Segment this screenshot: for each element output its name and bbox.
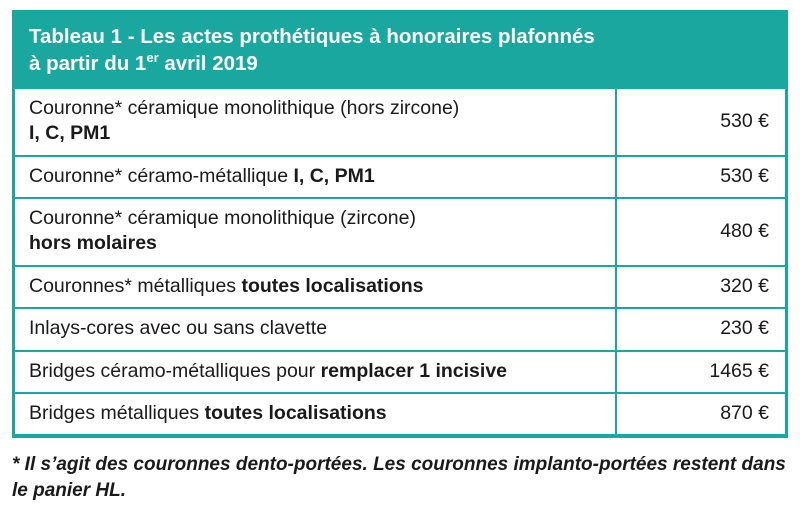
act-price-cell: 230 €: [616, 308, 785, 350]
table-title: [15, 13, 785, 89]
table-title-line-2-pre: à partir du 1: [29, 52, 147, 76]
act-label-text: Bridges métalliques: [29, 401, 205, 424]
act-label-cell: [15, 351, 616, 393]
table-row: [15, 266, 785, 308]
acts-table-container: [12, 10, 788, 434]
act-label-emphasis: I, C, PM1: [29, 122, 111, 145]
act-label-emphasis: I, C, PM1: [293, 164, 375, 187]
act-label-cell: [15, 266, 616, 308]
act-label-text: Bridges céramo-métalliques pour: [29, 359, 321, 382]
table-title-line-1: Tableau 1 - Les actes prothétiques à honoraires plafonnés: [29, 25, 595, 48]
table-row: [15, 156, 785, 198]
acts-table: [15, 89, 785, 434]
table-row: [15, 89, 785, 156]
act-price-cell: 480 €: [616, 198, 785, 266]
act-label-emphasis: hors molaires: [29, 232, 157, 255]
act-price-cell: 530 €: [720, 109, 769, 132]
act-price-cell: 1465 €: [616, 351, 785, 393]
act-label-emphasis: remplacer 1 incisive: [320, 359, 508, 382]
act-label-text: Couronnes* métalliques: [29, 274, 242, 297]
act-label-cell: [15, 393, 616, 434]
act-price-cell: 320 €: [616, 266, 785, 308]
table-title-line-2-post: avril 2019: [158, 52, 258, 76]
act-label-text: Couronne* céramique monolithique (zircone): [29, 207, 416, 230]
table-title-ordinal-suffix: er: [146, 50, 159, 66]
table-title-line-2: [29, 50, 771, 77]
act-label-emphasis: toutes localisations: [204, 401, 387, 424]
table-footnote: * Il s’agit des couronnes dento-portées. Les couronnes implanto-portées restent dans le panier HL.: [12, 454, 786, 501]
act-label-cell: [15, 89, 616, 156]
table-row: [15, 351, 785, 393]
act-label-emphasis: toutes localisations: [241, 274, 424, 297]
act-price-cell: 530 €: [616, 156, 785, 198]
act-price-cell: 870 €: [616, 393, 785, 434]
act-label-cell: [15, 198, 616, 266]
table-row: [15, 308, 785, 350]
table-row: [15, 198, 785, 266]
table-row: [15, 393, 785, 434]
acts-table-body: [15, 89, 785, 434]
act-label-cell: [15, 156, 616, 198]
table-bottom-rule: [12, 434, 788, 438]
act-label-text: Inlays-cores avec ou sans clavette: [29, 317, 328, 340]
act-label-text: Couronne* céramique monolithique (hors zircone): [29, 97, 460, 120]
act-label-text: Couronne* céramo-métallique: [29, 164, 294, 187]
act-label-cell: [15, 308, 616, 350]
